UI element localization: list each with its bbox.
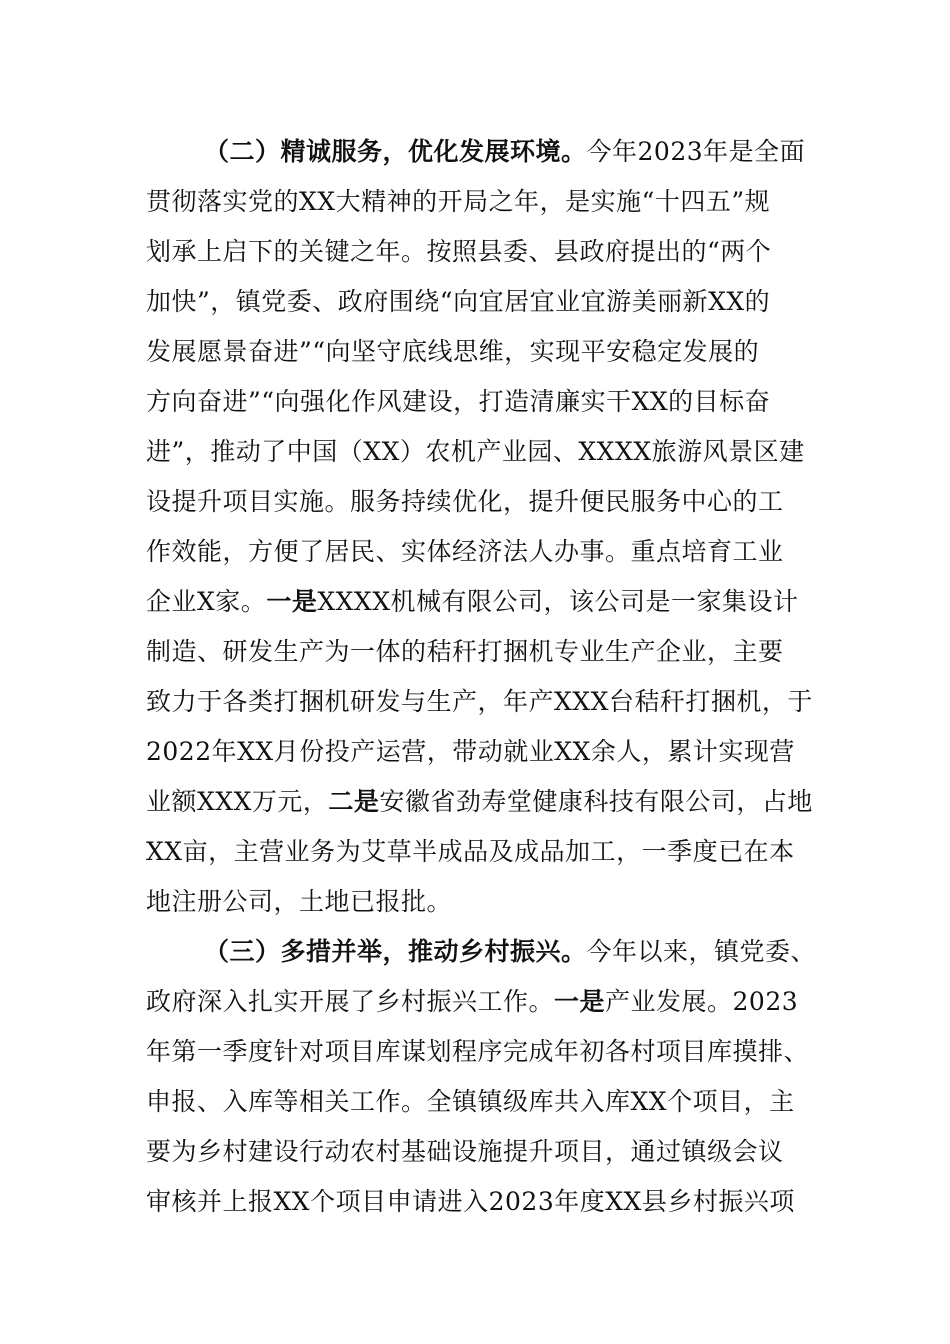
- text-line: [204, 132, 805, 172]
- text-line: [146, 282, 770, 322]
- text-line: [146, 1082, 795, 1122]
- text-segment: 今年以来，镇党委、: [586, 937, 817, 966]
- text-line: [146, 532, 784, 572]
- text-segment: 方向奋进”“向强化作风建设，打造清廉实干XX的目标奋: [146, 387, 771, 416]
- text-line: [146, 482, 784, 522]
- text-line: [146, 782, 813, 822]
- text-line: [146, 882, 452, 922]
- text-line: [204, 932, 816, 972]
- text-line: [146, 832, 795, 872]
- text-segment: 地注册公司，土地已报批。: [146, 887, 453, 916]
- text-segment: 企业X家。: [146, 587, 267, 616]
- text-line: [146, 582, 799, 622]
- text-line: [146, 1032, 809, 1072]
- bold-text-segment: 二是: [328, 787, 380, 816]
- text-segment: 设提升项目实施。服务持续优化，提升便民服务中心的工: [146, 487, 784, 516]
- text-segment: 年第一季度针对项目库谋划程序完成年初各村项目库摸排、: [146, 1037, 810, 1066]
- bold-text-segment: （二）精诚服务，优化发展环境。: [204, 137, 587, 166]
- bold-text-segment: （三）多措并举，推动乡村振兴。: [204, 937, 587, 966]
- text-segment: 今年2023年是全面: [586, 137, 806, 166]
- text-segment: 安徽省劲寿堂健康科技有限公司，占地: [379, 787, 813, 816]
- text-segment: 业额XXX万元，: [146, 787, 329, 816]
- text-segment: 加快”，镇党委、政府围绕“向宜居宜业宜游美丽新XX的: [146, 287, 771, 316]
- text-segment: XXXX机械有限公司，该公司是一家集设计: [317, 587, 799, 616]
- text-segment: XX亩，主营业务为艾草半成品及成品加工，一季度已在本: [146, 837, 795, 866]
- bold-text-segment: 一是: [266, 587, 318, 616]
- text-segment: 划承上启下的关键之年。按照县委、县政府提出的“两个: [146, 237, 772, 266]
- text-line: [146, 432, 805, 472]
- bold-text-segment: 一是: [554, 987, 606, 1016]
- text-line: [146, 732, 795, 772]
- text-segment: 审核并上报XX个项目申请进入2023年度XX县乡村振兴项: [146, 1187, 795, 1216]
- text-line: [146, 682, 813, 722]
- text-segment: 政府深入扎实开展了乡村振兴工作。: [146, 987, 555, 1016]
- text-line: [146, 382, 770, 422]
- text-line: [146, 1182, 795, 1222]
- text-line: [146, 332, 759, 372]
- text-segment: 制造、研发生产为一体的秸秆打捆机专业生产企业，主要: [146, 637, 784, 666]
- text-line: [146, 632, 784, 672]
- text-segment: 发展愿景奋进”“向坚守底线思维，实现平安稳定发展的: [146, 337, 760, 366]
- text-segment: 产业发展。2023: [605, 987, 799, 1016]
- text-segment: 2022年XX月份投产运营，带动就业XX余人，累计实现营: [146, 737, 795, 766]
- text-segment: 要为乡村建设行动农村基础设施提升项目，通过镇级会议: [146, 1137, 784, 1166]
- text-line: [146, 182, 770, 222]
- text-segment: 贯彻落实党的XX大精神的开局之年，是实施“十四五”规: [146, 187, 771, 216]
- text-segment: 进”，推动了中国（XX）农机产业园、XXXX旅游风景区建: [146, 437, 805, 466]
- text-line: [146, 982, 798, 1022]
- text-line: [146, 232, 771, 272]
- text-segment: 致力于各类打捆机研发与生产，年产XXX台秸秆打捆机，于: [146, 687, 813, 716]
- text-line: [146, 1132, 784, 1172]
- text-segment: 作效能，方便了居民、实体经济法人办事。重点培育工业: [146, 537, 784, 566]
- text-segment: 申报、入库等相关工作。全镇镇级库共入库XX个项目，主: [146, 1087, 795, 1116]
